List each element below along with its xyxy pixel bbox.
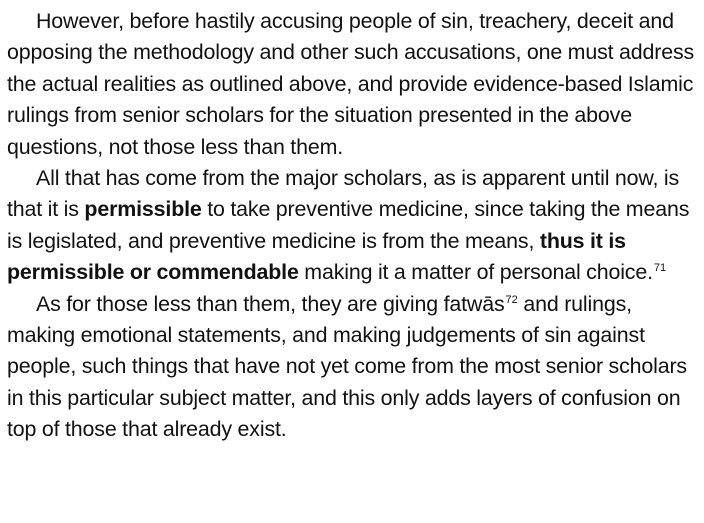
bold-phrase-permissible: permissible	[84, 197, 202, 222]
paragraph-major-scholars	[7, 163, 698, 289]
paragraph-text: As for those less than them, they are giving fatwās	[36, 291, 505, 316]
bold-phrase-commendable: thus it is permissible or commendable	[7, 228, 626, 285]
paragraph-accusations	[7, 6, 698, 163]
paragraph-text: making it a matter of personal choice.	[298, 260, 653, 285]
paragraph-text: and rulings, making emotional statements, and making judgements of sin against people, such things that have not yet come from the most senior scholars in this particular subject matter, and this only adds layers of confusion on top of those that already exist.	[7, 291, 687, 442]
paragraph-text: All that has come from the major scholars, as is apparent until now, is that it is	[7, 166, 680, 222]
paragraph-lesser-scholars	[7, 289, 698, 446]
paragraph-text: to take preventive medicine, since taking the means is legislated, and preventive medicine is from the means,	[7, 197, 690, 253]
footnote-marker-72[interactable]: 72	[505, 293, 518, 306]
paragraph-text: However, before hastily accusing people of sin, treachery, deceit and opposing the methodology and other such accusations, one must address the actual realities as outlined above, and provide evidence-based Islamic rulings from senior scholars for the situation presented in the above questions, not those less than them.	[7, 9, 695, 159]
footnote-marker-71[interactable]: 71	[653, 262, 667, 275]
